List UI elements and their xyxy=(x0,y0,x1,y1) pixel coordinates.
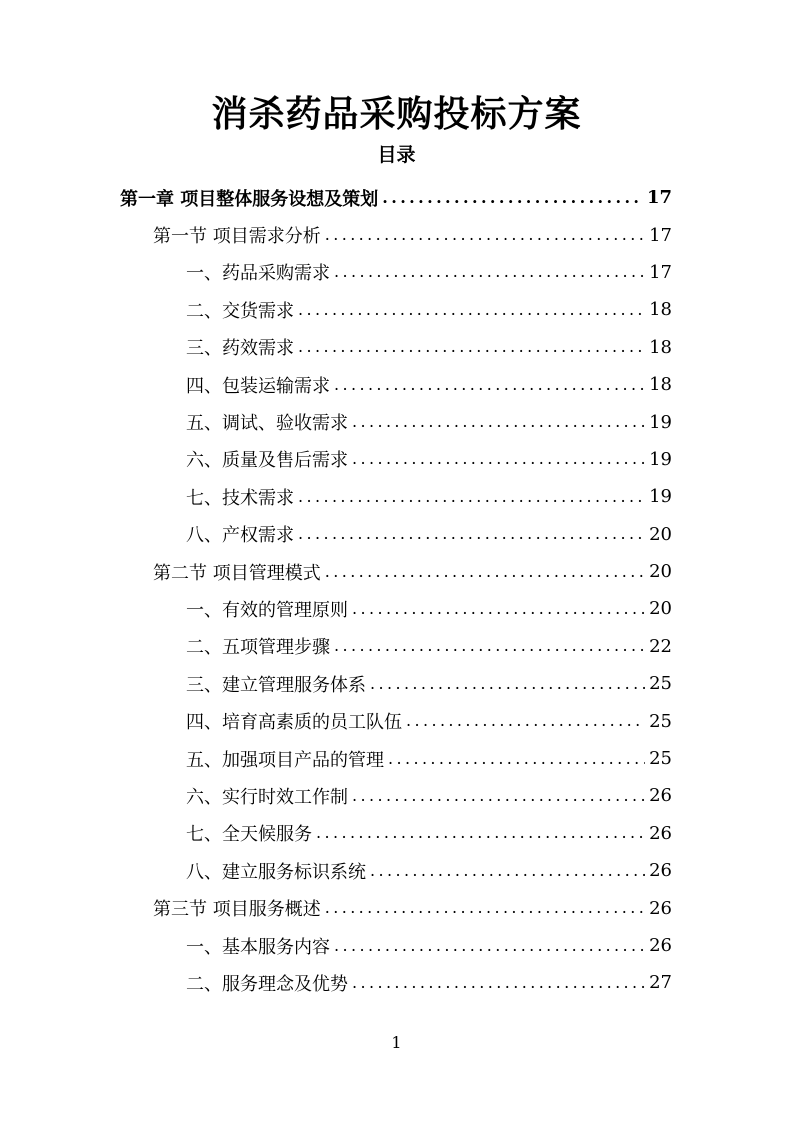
toc-entry-page: 26 xyxy=(649,785,672,807)
toc-heading: 目录 xyxy=(377,144,416,166)
toc-dot-leader xyxy=(370,674,645,694)
toc-entry-page: 17 xyxy=(646,187,672,209)
toc-entry[interactable] xyxy=(0,964,793,1001)
toc-entry[interactable] xyxy=(0,291,793,328)
table-of-contents xyxy=(0,179,793,1002)
toc-entry-page: 22 xyxy=(649,635,672,657)
toc-entry[interactable] xyxy=(0,702,793,739)
toc-dot-leader xyxy=(325,225,645,245)
toc-dot-leader xyxy=(352,449,645,469)
toc-dot-leader xyxy=(298,300,645,320)
toc-dot-leader xyxy=(406,711,645,731)
toc-entry-label: 一、药品采购需求 xyxy=(186,263,330,285)
toc-entry-label: 一、基本服务内容 xyxy=(186,936,330,958)
toc-entry-label: 八、产权需求 xyxy=(186,525,294,547)
toc-entry[interactable] xyxy=(0,403,793,440)
toc-dot-leader xyxy=(334,375,645,395)
toc-entry-label: 八、建立服务标识系统 xyxy=(186,861,366,883)
toc-entry-label: 第三节 项目服务概述 xyxy=(153,899,321,921)
toc-dot-leader xyxy=(298,524,645,544)
page-title: 消杀药品采购投标方案 xyxy=(211,93,582,135)
toc-dot-leader xyxy=(352,786,645,806)
toc-entry-label: 三、建立管理服务体系 xyxy=(186,674,366,696)
toc-entry[interactable] xyxy=(0,665,793,702)
toc-entry[interactable] xyxy=(0,516,793,553)
toc-entry-page: 18 xyxy=(649,374,672,396)
toc-entry-page: 18 xyxy=(649,299,672,321)
toc-dot-leader xyxy=(325,898,645,918)
toc-entry[interactable] xyxy=(0,216,793,253)
toc-dot-leader xyxy=(334,262,645,282)
toc-entry-label: 一、有效的管理原则 xyxy=(186,599,348,621)
toc-entry-page: 20 xyxy=(649,598,672,620)
toc-entry-label: 第二节 项目管理模式 xyxy=(153,562,321,584)
toc-entry-page: 20 xyxy=(649,523,672,545)
toc-entry-page: 19 xyxy=(649,448,672,470)
toc-entry[interactable] xyxy=(0,740,793,777)
toc-dot-leader xyxy=(388,749,645,769)
toc-entry[interactable] xyxy=(0,628,793,665)
toc-entry-label: 二、服务理念及优势 xyxy=(186,973,348,995)
toc-entry[interactable] xyxy=(0,553,793,590)
toc-dot-leader xyxy=(352,973,645,993)
toc-entry-label: 七、技术需求 xyxy=(186,487,294,509)
toc-entry[interactable] xyxy=(0,254,793,291)
toc-entry-page: 26 xyxy=(649,897,672,919)
toc-dot-leader xyxy=(352,412,645,432)
toc-entry-page: 25 xyxy=(649,748,672,770)
toc-entry-page: 26 xyxy=(649,935,672,956)
toc-entry-label: 第一章 项目整体服务设想及策划 xyxy=(120,188,379,210)
toc-entry[interactable] xyxy=(0,329,793,366)
toc-dot-leader xyxy=(370,861,645,881)
toc-entry-label: 第一节 项目需求分析 xyxy=(153,226,321,248)
toc-entry-page: 27 xyxy=(649,972,672,994)
toc-entry-label: 三、药效需求 xyxy=(186,338,294,360)
toc-entry[interactable] xyxy=(0,478,793,515)
toc-entry-label: 四、培育高素质的员工队伍 xyxy=(186,712,402,734)
toc-entry-page: 17 xyxy=(649,224,672,246)
page-number: 1 xyxy=(391,1033,402,1052)
toc-entry-label: 五、调试、验收需求 xyxy=(186,413,348,435)
toc-entry[interactable] xyxy=(0,179,793,216)
toc-entry-page: 19 xyxy=(649,486,672,508)
toc-entry-label: 四、包装运输需求 xyxy=(186,375,330,397)
toc-dot-leader xyxy=(334,636,645,656)
toc-entry-page: 26 xyxy=(649,822,672,844)
toc-entry[interactable] xyxy=(0,852,793,889)
toc-entry-page: 17 xyxy=(649,261,672,283)
toc-entry[interactable] xyxy=(0,777,793,814)
toc-entry-label: 二、五项管理步骤 xyxy=(186,637,330,659)
toc-dot-leader xyxy=(298,487,645,507)
toc-entry-page: 20 xyxy=(649,561,672,583)
toc-entry-page: 25 xyxy=(649,710,672,732)
toc-entry[interactable] xyxy=(0,590,793,627)
toc-dot-leader xyxy=(298,337,645,357)
toc-dot-leader xyxy=(382,188,643,208)
toc-entry-page: 18 xyxy=(649,336,672,358)
toc-entry[interactable] xyxy=(0,927,793,964)
toc-entry[interactable] xyxy=(0,889,793,926)
toc-entry[interactable] xyxy=(0,366,793,403)
toc-entry-label: 六、实行时效工作制 xyxy=(186,786,348,808)
toc-entry-page: 26 xyxy=(649,860,672,882)
toc-dot-leader xyxy=(334,936,645,956)
toc-entry-label: 二、交货需求 xyxy=(186,300,294,322)
toc-entry-label: 七、全天候服务 xyxy=(186,824,312,846)
toc-entry-page: 19 xyxy=(649,411,672,433)
toc-dot-leader xyxy=(325,562,645,582)
toc-dot-leader xyxy=(352,599,645,619)
toc-entry[interactable] xyxy=(0,441,793,478)
toc-dot-leader xyxy=(316,823,645,843)
toc-entry-page: 25 xyxy=(649,673,672,695)
toc-entry[interactable] xyxy=(0,815,793,852)
toc-entry-label: 六、质量及售后需求 xyxy=(186,450,348,472)
toc-entry-label: 五、加强项目产品的管理 xyxy=(186,749,384,771)
